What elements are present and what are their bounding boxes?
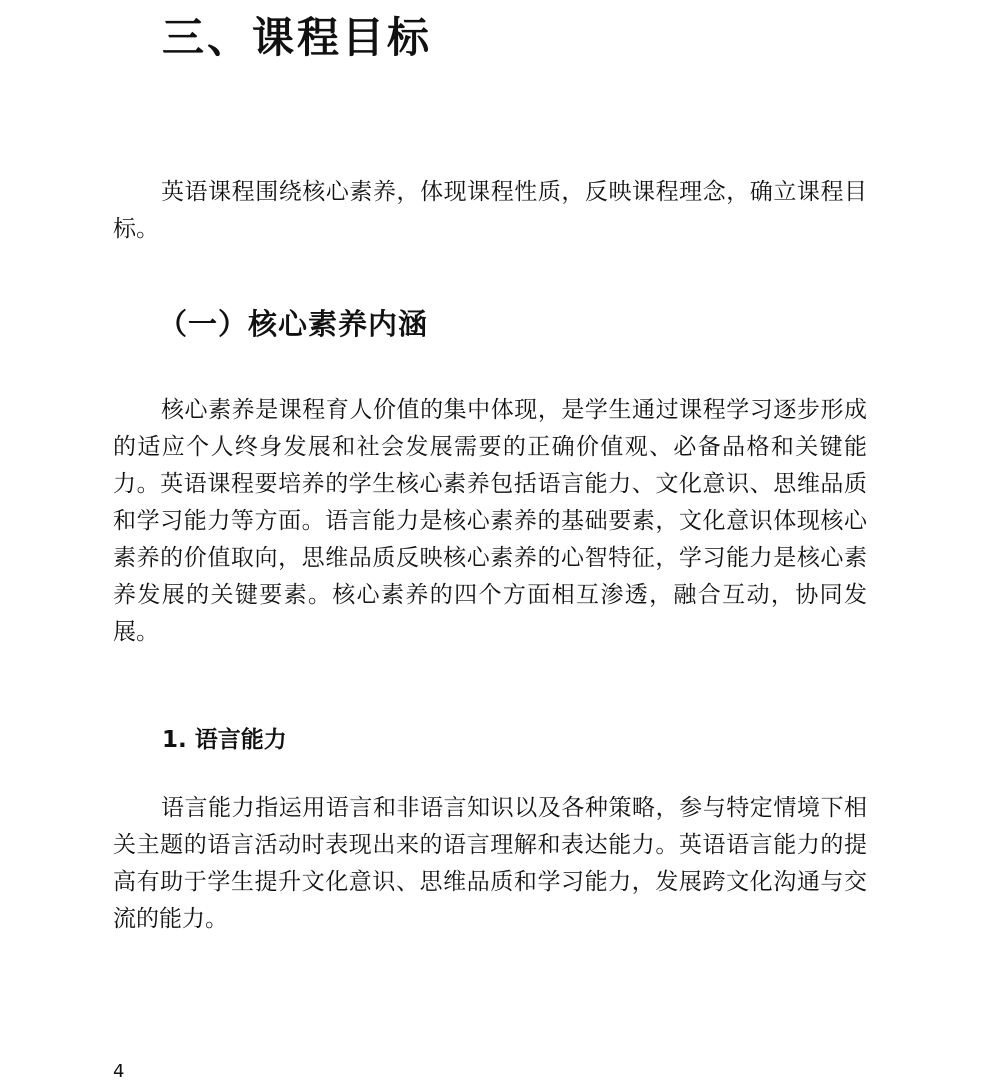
language-ability-paragraph: 语言能力指运用语言和非语言知识以及各种策略，参与特定情境下相关主题的语言活动时表现出来的语言理解和表达能力。英语语言能力的提高有助于学生提升文化意识、思维品质和学习能力，发展跨文化沟通与交流的能力。 — [113, 795, 867, 932]
core-competencies-paragraph: 核心素养是课程育人价值的集中体现，是学生通过课程学习逐步形成的适应个人终身发展和社会发展需要的正确价值观、必备品格和关键能力。英语课程要培养的学生核心素养包括语言能力、文化意识、思维品质和学习能力等方面。语言能力是核心素养的基础要素，文化意识体现核心素养的价值取向，思维品质反映核心素养的心智特征，学习能力是核心素养发展的关键要素。核心素养的四个方面相互渗透，融合互动，协同发展。 — [113, 397, 867, 645]
intro-paragraph: 英语课程围绕核心素养，体现课程性质，反映课程理念，确立课程目标。 — [113, 179, 867, 242]
subsection-title-language-ability: 1. 语言能力 — [162, 727, 287, 753]
page-number: 4 — [113, 1061, 125, 1082]
chapter-title: 三、课程目标 — [162, 13, 433, 62]
section-title-core-competencies: （一）核心素养内涵 — [158, 307, 429, 341]
